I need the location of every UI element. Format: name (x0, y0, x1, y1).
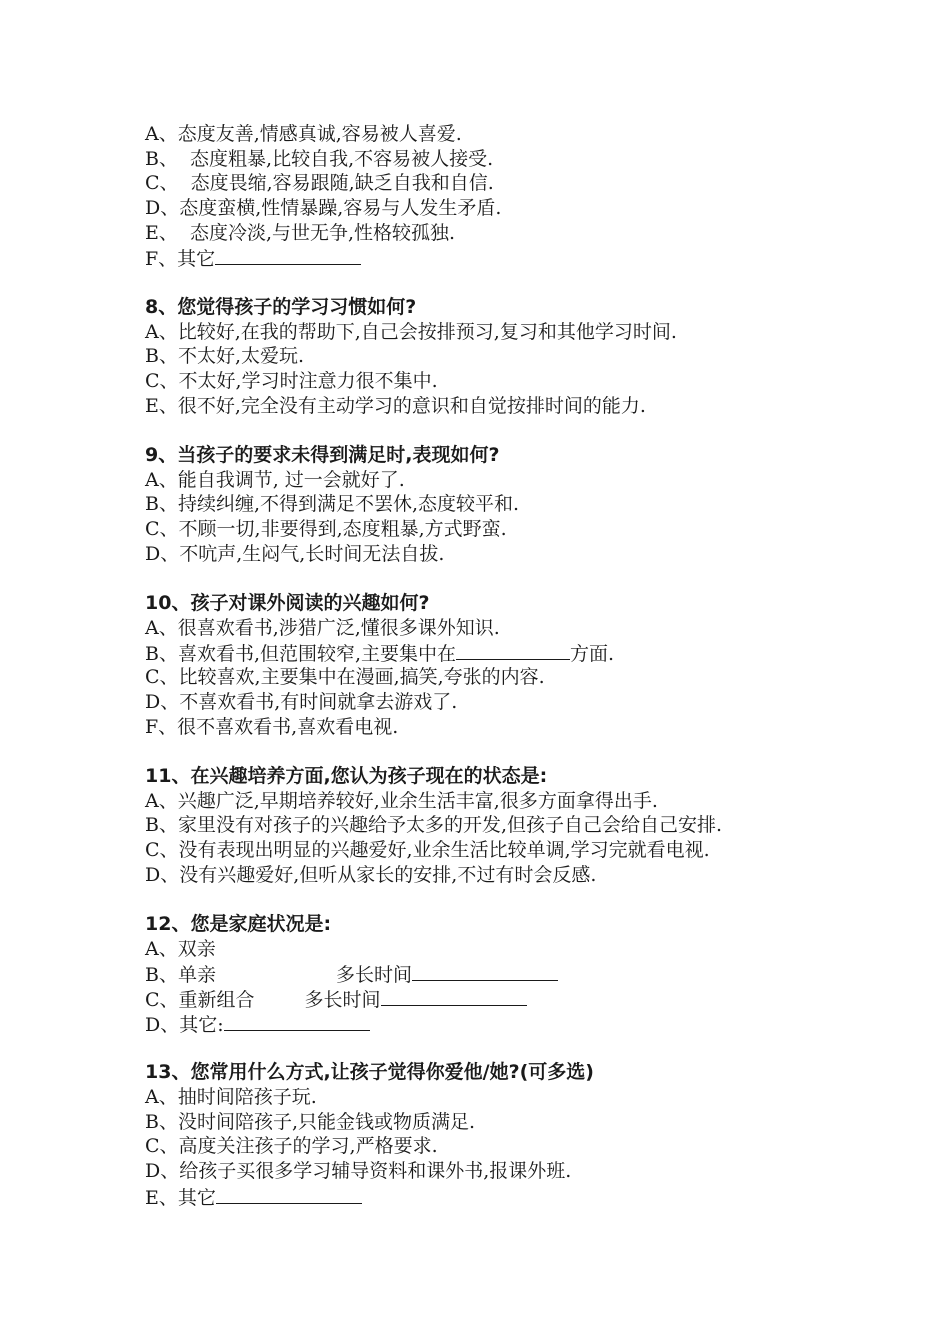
q11-option-d: D、没有兴趣爱好,但听从家长的安排,不过有时会反感. (145, 863, 597, 886)
q8-title: 8、您觉得孩子的学习习惯如何? (145, 295, 417, 318)
q10-option-b-pre: B、喜欢看书,但范围较窄,主要集中在 (145, 643, 457, 666)
q12-remarried-duration-blank[interactable] (381, 986, 527, 1006)
q9-option-c: C、不顾一切,非要得到,态度粗暴,方式野蛮. (145, 518, 507, 540)
q10-option-c: C、比较喜欢,主要集中在漫画,搞笑,夸张的内容. (145, 666, 545, 689)
q12-single-parent-duration-blank[interactable] (412, 961, 558, 981)
q7-option-e: E、 态度冷淡,与世无争,性格较孤独. (145, 221, 456, 244)
q7-option-d: D、态度蛮横,性情暴躁,容易与人发生矛盾. (145, 197, 502, 220)
q13-title: 13、您常用什么方式,让孩子觉得你爱他/她?(可多选) (145, 1061, 594, 1084)
q9-option-d: D、不吭声,生闷气,长时间无法自拔. (145, 542, 445, 565)
question-12 (145, 912, 865, 1035)
q8-option-a: A、比较好,在我的帮助下,自己会按排预习,复习和其他学习时间. (145, 320, 677, 343)
question-9 (145, 443, 865, 566)
question-13 (145, 1060, 865, 1208)
question-7-options (145, 122, 865, 270)
q8-option-c: C、不太好,学习时注意力很不集中. (145, 369, 438, 392)
q12-title: 12、您是家庭状况是: (145, 913, 332, 935)
q8-option-e: E、很不好,完全没有主动学习的意识和自觉按排时间的能力. (145, 394, 646, 417)
q12-option-d (145, 1011, 865, 1036)
q13-option-e-label: E、其它 (145, 1186, 216, 1209)
q11-title: 11、在兴趣培养方面,您认为孩子现在的状态是: (145, 764, 548, 787)
q7-option-f-label: F、其它 (145, 248, 216, 271)
q12-option-d-label: D、其它: (145, 1013, 224, 1036)
q11-option-a: A、兴趣广泛,早期培养较好,业余生活丰富,很多方面拿得出手. (145, 789, 658, 812)
question-10 (145, 591, 865, 739)
spacer (145, 270, 865, 295)
q12-other-blank[interactable] (224, 1011, 370, 1031)
q12-option-c-label: C、重新组合 (145, 989, 255, 1012)
q9-title: 9、当孩子的要求未得到满足时,表现如何? (145, 443, 500, 466)
q10-title: 10、孩子对课外阅读的兴趣如何? (145, 592, 430, 615)
spacer (145, 1035, 865, 1060)
q7-option-a: A、态度友善,情感真诚,容易被人喜爱. (145, 123, 462, 145)
q12-option-b (145, 961, 865, 986)
q7-other-blank[interactable] (215, 245, 361, 265)
q13-option-a: A、抽时间陪孩子玩. (145, 1085, 317, 1108)
q13-option-d: D、给孩子买很多学习辅导资料和课外书,报课外班. (145, 1159, 572, 1182)
q11-option-c: C、没有表现出明显的兴趣爱好,业余生活比较单调,学习完就看电视. (145, 838, 710, 861)
q10-option-f: F、很不喜欢看书,喜欢看电视. (145, 715, 399, 738)
q9-option-a: A、能自我调节, 过一会就好了. (145, 468, 405, 491)
q13-option-b: B、没时间陪孩子,只能金钱或物质满足. (145, 1110, 476, 1133)
question-11 (145, 764, 865, 887)
spacer (145, 566, 865, 591)
q8-option-b: B、不太好,太爱玩. (145, 345, 305, 368)
q13-other-blank[interactable] (216, 1184, 362, 1204)
spacer (145, 887, 865, 912)
spacer (145, 739, 865, 764)
q11-option-b: B、家里没有对孩子的兴趣给予太多的开发,但孩子自己会给自己安排. (145, 814, 723, 837)
q12-option-b-label: B、单亲 (145, 964, 216, 987)
q10-topic-blank[interactable] (456, 640, 570, 660)
q10-option-b-post: 方面. (570, 643, 615, 666)
q12-option-a: A、双亲 (145, 937, 216, 960)
spacer (145, 418, 865, 443)
q12-option-c (145, 986, 865, 1011)
q7-option-b: B、 态度粗暴,比较自我,不容易被人接受. (145, 147, 494, 170)
q12-option-b-time-label: 多长时间 (335, 964, 412, 987)
q13-option-c: C、高度关注孩子的学习,严格要求. (145, 1135, 438, 1158)
survey-page (145, 122, 865, 1208)
q9-option-b: B、持续纠缠,不得到满足不罢休,态度较平和. (145, 493, 520, 516)
q10-option-b (145, 640, 865, 665)
q7-option-f (145, 245, 865, 270)
q13-option-e (145, 1184, 865, 1209)
question-8 (145, 295, 865, 418)
q12-option-c-time-label: 多长时间 (304, 989, 381, 1012)
q10-option-d: D、不喜欢看书,有时间就拿去游戏了. (145, 690, 458, 713)
q10-option-a: A、很喜欢看书,涉猎广泛,懂很多课外知识. (145, 616, 500, 639)
q7-option-c: C、 态度畏缩,容易跟随,缺乏自我和自信. (145, 172, 494, 195)
